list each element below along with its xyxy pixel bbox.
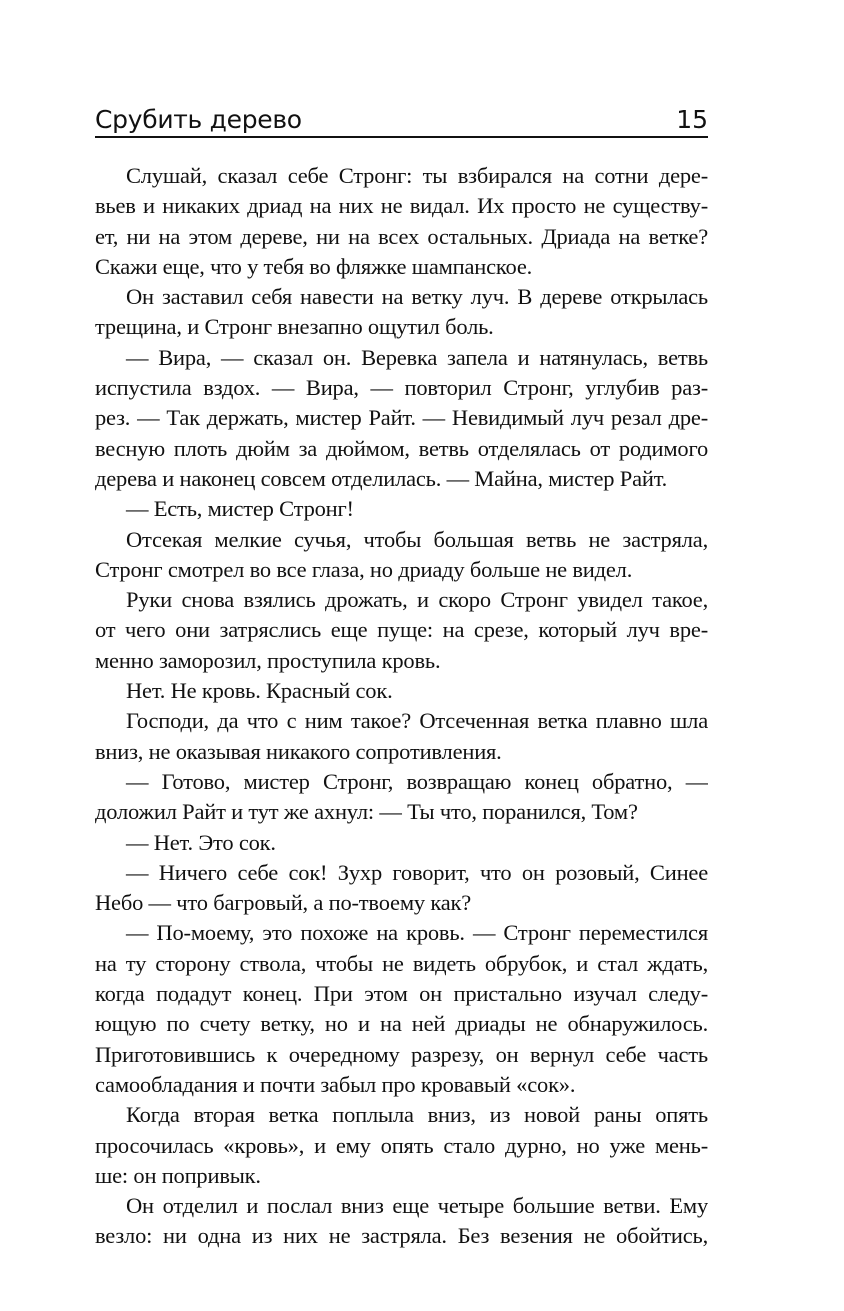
text-line: — Ничего себе сок! Зухр говорит, что он розовый, Синее xyxy=(126,859,708,885)
text-line: Небо — что багровый, а по-твоему как? xyxy=(95,890,472,916)
text-line: Скажи еще, что у тебя во фляжке шампанское. xyxy=(95,253,533,279)
text-line: — Есть, мистер Стронг! xyxy=(126,496,354,522)
text-line: самообладания и почти забыл про кровавый «сок». xyxy=(95,1071,576,1097)
text-line: на ту сторону ствола, чтобы не видеть обрубок, и стал ждать, xyxy=(95,950,708,976)
text-line: Нет. Не кровь. Красный сок. xyxy=(126,678,393,704)
text-line: — Готово, мистер Стронг, возвращаю конец обратно, — xyxy=(126,768,708,794)
text-line: испустила вздох. — Вира, — повторил Стронг, углубив раз- xyxy=(95,375,708,401)
text-line: ющую по счету ветку, но и на ней дриады не обнаружилось. xyxy=(95,1011,708,1037)
text-line: менно заморозил, проступила кровь. xyxy=(95,647,441,673)
running-title: Срубить дерево xyxy=(95,105,302,134)
text-line: от чего они затряслись еще пуще: на срезе, который луч вре- xyxy=(95,617,708,643)
text-line: вьев и никаких дриад на них не видал. Их просто не существу- xyxy=(95,193,708,219)
text-line: ше: он попривык. xyxy=(95,1162,261,1188)
running-header xyxy=(95,100,708,140)
text-line: когда подадут конец. При этом он пристально изучал следу- xyxy=(95,981,708,1007)
header-rule xyxy=(95,136,708,138)
body-text xyxy=(95,161,708,1252)
text-line: весную плоть дюйм за дюймом, ветвь отделялась от родимого xyxy=(95,435,708,461)
text-line: везло: ни одна из них не застряла. Без везения не обойтись, xyxy=(95,1223,708,1249)
text-line: Стронг смотрел во все глаза, но дриаду больше не видел. xyxy=(95,556,633,582)
text-line: Он заставил себя навести на ветку луч. В дереве открылась xyxy=(126,284,708,310)
text-line: Слушай, сказал себе Стронг: ты взбирался на сотни дере- xyxy=(126,163,708,188)
text-line: доложил Райт и тут же ахнул: — Ты что, поранился, Том? xyxy=(95,799,638,825)
text-line: Господи, да что с ним такое? Отсеченная ветка плавно шла xyxy=(126,708,708,734)
text-line: — Вира, — сказал он. Веревка запела и натянулась, ветвь xyxy=(126,344,708,370)
text-line: трещина, и Стронг внезапно ощутил боль. xyxy=(95,314,494,340)
text-line: Приготовившись к очередному разрезу, он вернул себе часть xyxy=(95,1041,708,1067)
text-line: дерева и наконец совсем отделилась. — Майна, мистер Райт. xyxy=(95,465,668,491)
text-line: Отсекая мелкие сучья, чтобы большая ветвь не застряла, xyxy=(126,526,708,552)
text-line: Когда вторая ветка поплыла вниз, из новой раны опять xyxy=(126,1102,708,1128)
text-line: просочилась «кровь», и ему опять стало дурно, но уже мень- xyxy=(95,1132,708,1158)
text-line: рез. — Так держать, мистер Райт. — Невидимый луч резал дре- xyxy=(95,405,708,431)
text-line: вниз, не оказывая никакого сопротивления. xyxy=(95,738,502,764)
text-line: — Нет. Это сок. xyxy=(126,829,276,855)
text-line: Он отделил и послал вниз еще четыре большие ветви. Ему xyxy=(126,1193,708,1219)
page-number: 15 xyxy=(676,105,708,134)
text-line: — По-моему, это похоже на кровь. — Стронг переместился xyxy=(126,920,708,946)
text-line: Руки снова взялись дрожать, и скоро Стронг увидел такое, xyxy=(126,587,708,613)
text-line: ет, ни на этом дереве, ни на всех остальных. Дриада на ветке? xyxy=(95,223,708,249)
